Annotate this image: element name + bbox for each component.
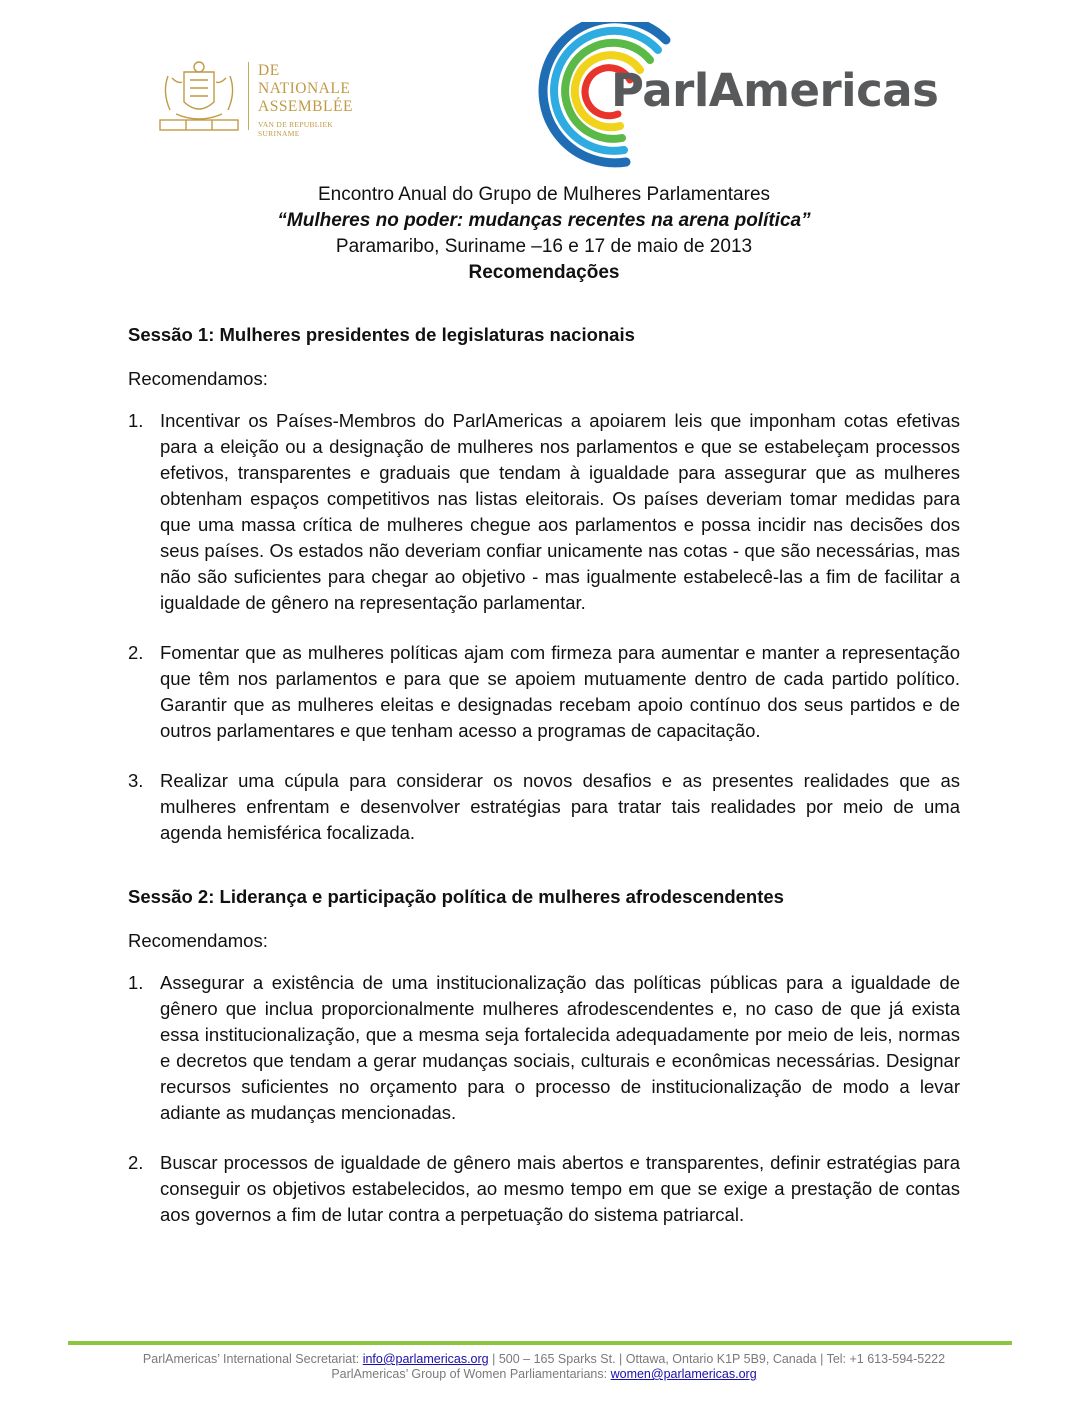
list-item — [128, 768, 960, 846]
list-item — [128, 640, 960, 744]
list-number: 2. — [128, 642, 144, 663]
meeting-theme: “Mulheres no poder: mudanças recentes na arena política” — [277, 210, 811, 231]
recommendation-text: Fomentar que as mulheres políticas ajam com firmeza para aumentar e manter a representação que têm nos parlamentos e para que se apoiem mutuamente dentro de cada partido político. Garantir que as mulheres eleitas e designadas recebam apoio contínuo dos seus partidos e de outros parlamentares e que tenham acesso a programas de capacitação. — [160, 642, 960, 741]
assembly-name: DE NATIONALE ASSEMBLÉE — [258, 62, 353, 115]
footer-line-women-group — [0, 1367, 1088, 1382]
meeting-title: Encontro Anual do Grupo de Mulheres Parlamentares — [317, 184, 771, 205]
recommendation-text: Buscar processos de igualdade de gênero mais abertos e transparentes, definir estratégias para conseguir os objetivos estabelecidos, ao mesmo tempo em que se exige a prestação de contas aos governos a fim de lutar contra a perpetuação do sistema patriarcal. — [160, 1152, 960, 1225]
assembly-subtitle: VAN DE REPUBLIEK SURINAME — [258, 120, 334, 138]
list-item — [128, 1150, 960, 1228]
footer-line-secretariat — [0, 1352, 1088, 1367]
session-2 — [128, 884, 960, 1228]
national-assembly-logo — [156, 58, 376, 138]
footer-text: ParlAmericas’ Group of Women Parliamentarians: — [331, 1367, 611, 1381]
session-title: Sessão 1: Mulheres presidentes de legislaturas nacionais — [128, 324, 635, 345]
coat-of-arms-icon — [156, 58, 242, 134]
logo-divider — [248, 62, 249, 130]
document-body — [128, 322, 960, 1252]
footer-text: | 500 – 165 Sparks St. | Ottawa, Ontario K1P 5B9, Canada | Tel: +1 613-594-5222 — [488, 1352, 946, 1366]
session-intro: Recomendamos: — [128, 368, 268, 389]
list-item — [128, 970, 960, 1126]
recommendation-text: Realizar uma cúpula para considerar os novos desafios e as presentes realidades que as mulheres enfrentam e desenvolver estratégias para tratar tais realidades por meio de uma agenda hemisférica focalizada. — [160, 770, 960, 843]
meeting-location-date: Paramaribo, Suriname –16 e 17 de maio de 2013 — [335, 236, 753, 257]
session-1 — [128, 322, 960, 846]
list-number: 3. — [128, 770, 144, 791]
list-number: 2. — [128, 1152, 144, 1173]
footer-rule — [68, 1341, 1012, 1345]
women-email-link[interactable]: women@parlamericas.org — [610, 1367, 757, 1381]
recommendation-text: Assegurar a existência de uma institucionalização das políticas públicas para a igualdade de gênero que inclua proporcionalmente mulheres afrodescendentes e, no caso de que já exista essa institucionalização, que a mesma seja fortalecida adequadamente por meio de leis, normas e decretos que tendam a gerar mudanças sociais, culturais e econômicas necessárias. Designar recursos suficientes no orçamento para o processo de institucionalização de modo a levar adiante as mudanças mencionadas. — [160, 972, 960, 1123]
document-header — [0, 182, 1088, 286]
recommendation-list — [128, 408, 960, 846]
recommendation-text: Incentivar os Países-Membros do ParlAmericas a apoiarem leis que imponham cotas efetivas para a eleição ou a designação de mulheres nos parlamentos e que se estabeleçam processos efetivos, transparentes e graduais que tendam à igualdade para assegurar que as mulheres obtenham espaços competitivos nas listas eleitorais. Os países deveriam tomar medidas para que uma massa crítica de mulheres chegue aos parlamentos e possa incidir nas decisões dos seus países. Os estados não deveriam confiar unicamente nas cotas - que são necessárias, mas não são suficientes para chegar ao objetivo - mas igualmente estabelecê-las a fim de facilitar a igualdade de gênero na representação parlamentar. — [160, 410, 960, 613]
parlamericas-wordmark: ParlAmericas — [611, 64, 939, 117]
list-item — [128, 408, 960, 616]
session-intro: Recomendamos: — [128, 930, 268, 951]
recommendation-list — [128, 970, 960, 1228]
session-title: Sessão 2: Liderança e participação política de mulheres afrodescendentes — [128, 886, 784, 907]
footer-text: ParlAmericas’ International Secretariat: — [142, 1352, 363, 1366]
info-email-link[interactable]: info@parlamericas.org — [362, 1352, 489, 1366]
list-number: 1. — [128, 972, 144, 993]
list-number: 1. — [128, 410, 144, 431]
section-heading: Recomendações — [468, 262, 620, 283]
page-footer — [0, 1352, 1088, 1382]
parlamericas-logo — [516, 22, 986, 172]
